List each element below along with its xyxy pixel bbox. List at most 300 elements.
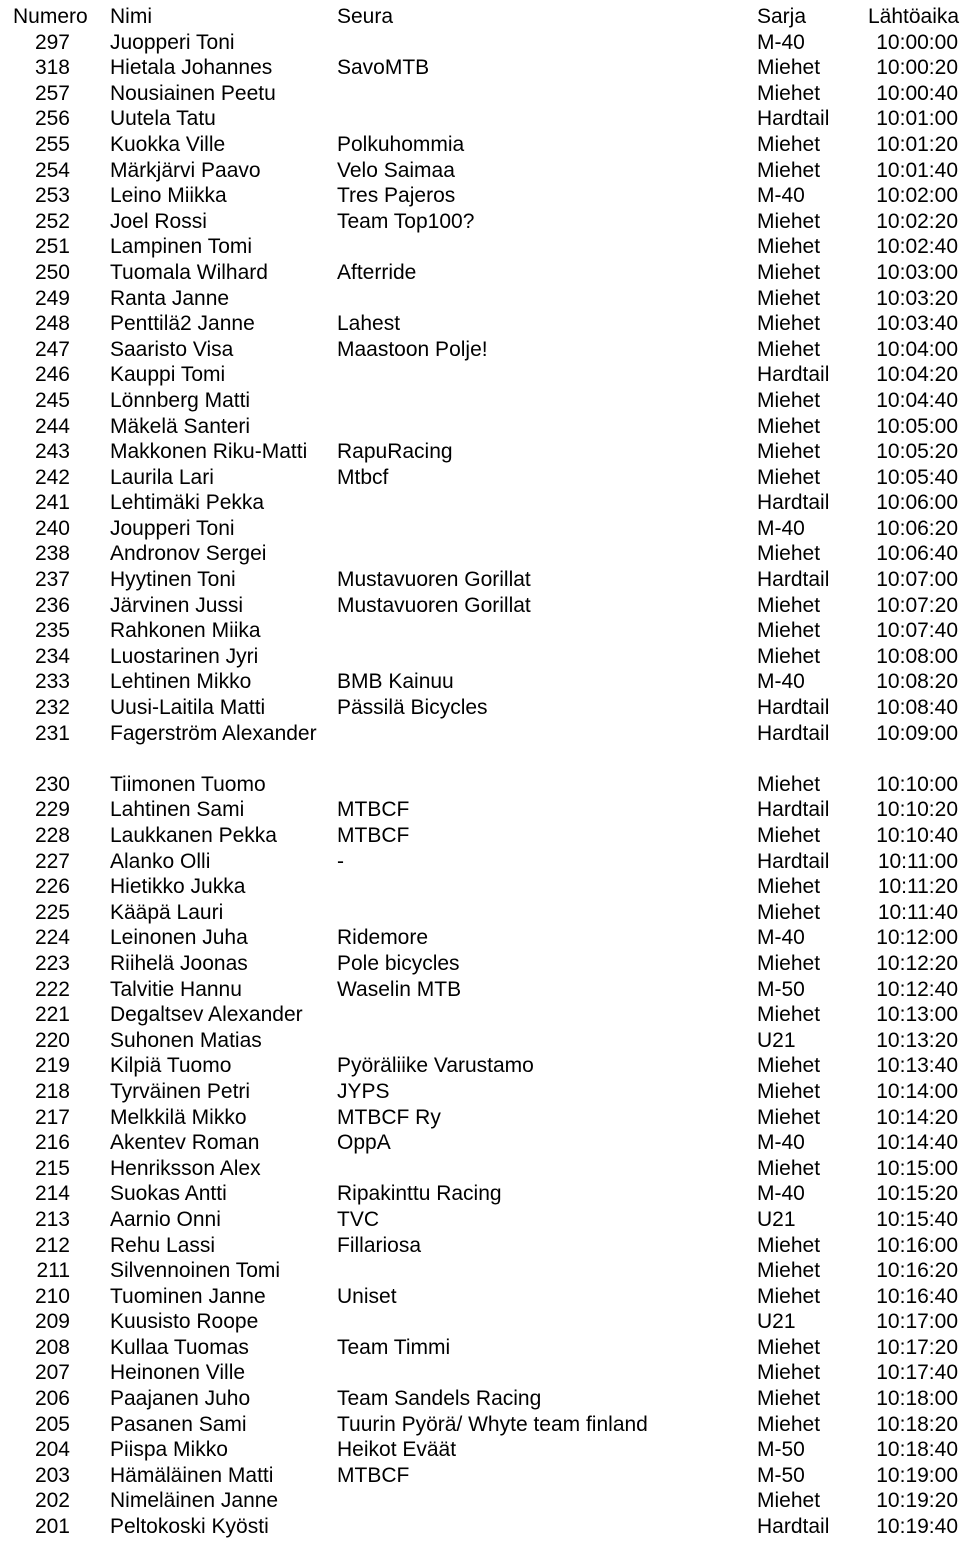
start-time-cell: 10:10:40 xyxy=(876,824,958,847)
name-cell: Hietikko Jukka xyxy=(110,875,246,899)
table-row xyxy=(0,337,978,363)
name-cell: Akentev Roman xyxy=(110,1131,260,1155)
start-time-cell: 10:08:20 xyxy=(876,670,958,694)
class-cell: Miehet xyxy=(757,260,821,284)
start-time-cell: 10:15:40 xyxy=(876,1207,958,1231)
start-time-cell: 10:11:40 xyxy=(877,900,958,924)
name-cell: Lehtimäki Pekka xyxy=(110,491,265,515)
start-time-cell: 10:14:00 xyxy=(876,1079,958,1103)
table-row xyxy=(0,286,978,312)
table-row xyxy=(0,1105,978,1131)
table-row xyxy=(0,925,978,951)
table-row xyxy=(0,388,978,414)
table-row xyxy=(0,541,978,567)
table-row xyxy=(0,1360,978,1386)
start-time-cell: 10:01:00 xyxy=(876,107,958,131)
number-cell: 230 xyxy=(34,772,70,796)
start-time-cell: 10:02:00 xyxy=(876,184,958,208)
start-time-cell: 10:16:20 xyxy=(876,1259,958,1283)
class-cell: M-50 xyxy=(757,1438,805,1462)
club-cell: OppA xyxy=(337,1131,391,1155)
name-cell: Melkkilä Mikko xyxy=(110,1105,247,1129)
number-cell: 209 xyxy=(34,1310,70,1334)
name-cell: Hämäläinen Matti xyxy=(110,1463,274,1487)
name-cell: Tuominen Janne xyxy=(110,1284,266,1308)
club-cell: Team Sandels Racing xyxy=(337,1387,542,1411)
name-cell: Mäkelä Santeri xyxy=(110,414,251,438)
club-cell: JYPS xyxy=(337,1079,390,1103)
number-cell: 252 xyxy=(34,209,70,233)
table-row xyxy=(0,414,978,440)
table-row xyxy=(0,1514,978,1540)
table-row xyxy=(0,183,978,209)
class-cell: Miehet xyxy=(757,56,821,80)
header-class: Sarja xyxy=(757,5,807,28)
class-cell: M-50 xyxy=(757,977,805,1001)
table-row xyxy=(0,1488,978,1514)
class-cell: Miehet xyxy=(757,1284,821,1308)
name-cell: Nimeläinen Janne xyxy=(110,1489,279,1513)
name-cell: Nousiainen Peetu xyxy=(110,81,276,105)
number-cell: 256 xyxy=(34,107,70,131)
table-row xyxy=(0,132,978,158)
table-row xyxy=(0,1053,978,1079)
table-row xyxy=(0,1028,978,1054)
start-time-cell: 10:17:20 xyxy=(876,1335,958,1359)
table-row xyxy=(0,1130,978,1156)
table-row xyxy=(0,1412,978,1438)
start-time-cell: 10:05:40 xyxy=(876,465,958,489)
start-time-cell: 10:14:40 xyxy=(876,1131,958,1155)
club-cell: Tres Pajeros xyxy=(337,184,456,208)
number-cell: 207 xyxy=(34,1361,70,1385)
start-time-cell: 10:19:40 xyxy=(876,1515,958,1539)
table-row xyxy=(0,644,978,670)
number-cell: 253 xyxy=(34,184,70,208)
table-row xyxy=(0,977,978,1003)
class-cell: M-40 xyxy=(757,184,805,208)
class-cell: Miehet xyxy=(757,875,821,899)
club-cell: Mtbcf xyxy=(337,465,389,489)
number-cell: 246 xyxy=(34,363,70,387)
class-cell: Miehet xyxy=(757,1003,821,1027)
table-row xyxy=(0,1181,978,1207)
start-time-cell: 10:19:00 xyxy=(876,1463,958,1487)
table-row xyxy=(0,234,978,260)
number-cell: 214 xyxy=(34,1182,70,1206)
number-cell: 222 xyxy=(34,977,70,1001)
class-cell: Hardtail xyxy=(757,568,830,592)
name-cell: Tyrväinen Petri xyxy=(110,1079,251,1103)
start-time-cell: 10:07:20 xyxy=(876,593,958,617)
number-cell: 244 xyxy=(34,414,70,438)
start-time-cell: 10:04:00 xyxy=(876,337,958,361)
start-time-cell: 10:11:20 xyxy=(877,875,958,899)
table-row xyxy=(0,490,978,516)
class-cell: Miehet xyxy=(757,286,821,310)
start-time-cell: 10:10:00 xyxy=(876,772,958,796)
number-cell: 238 xyxy=(34,542,70,566)
table-row xyxy=(0,516,978,542)
name-cell: Rahkonen Miika xyxy=(110,619,261,643)
start-time-cell: 10:12:00 xyxy=(876,926,958,950)
name-cell: Suokas Antti xyxy=(110,1182,227,1206)
name-cell: Penttilä2 Janne xyxy=(110,312,255,336)
start-time-cell: 10:12:40 xyxy=(876,977,958,1001)
table-row xyxy=(0,106,978,132)
table-row xyxy=(0,1207,978,1233)
club-cell: TVC xyxy=(337,1207,379,1231)
class-cell: Miehet xyxy=(757,619,821,643)
number-cell: 318 xyxy=(34,56,70,80)
club-cell: Waselin MTB xyxy=(337,977,462,1001)
class-cell: Miehet xyxy=(757,1079,821,1103)
table-row xyxy=(0,260,978,286)
club-cell: RapuRacing xyxy=(337,440,453,464)
start-time-cell: 10:19:20 xyxy=(876,1489,958,1513)
club-cell: Velo Saimaa xyxy=(337,158,455,182)
club-cell: SavoMTB xyxy=(337,56,430,80)
number-cell: 248 xyxy=(34,312,70,336)
class-cell: Hardtail xyxy=(757,491,830,515)
name-cell: Ranta Janne xyxy=(110,286,230,310)
class-cell: M-40 xyxy=(757,926,805,950)
table-row xyxy=(0,1335,978,1361)
club-cell: Pole bicycles xyxy=(337,951,460,975)
number-cell: 204 xyxy=(34,1438,70,1462)
class-cell: M-40 xyxy=(757,30,805,54)
start-time-cell: 10:05:00 xyxy=(876,414,958,438)
name-cell: Leino Miikka xyxy=(110,184,227,208)
name-cell: Märkjärvi Paavo xyxy=(110,158,261,182)
table-row xyxy=(0,362,978,388)
header-club: Seura xyxy=(337,5,394,28)
number-cell: 212 xyxy=(34,1233,70,1257)
header-row xyxy=(0,4,978,30)
start-time-cell: 10:15:20 xyxy=(876,1182,958,1206)
table-row xyxy=(0,1437,978,1463)
class-cell: Miehet xyxy=(757,440,821,464)
table-row xyxy=(0,874,978,900)
name-cell: Kääpä Lauri xyxy=(110,900,224,924)
class-cell: Miehet xyxy=(757,81,821,105)
start-time-cell: 10:13:40 xyxy=(876,1054,958,1078)
class-cell: U21 xyxy=(757,1310,796,1334)
start-time-cell: 10:08:40 xyxy=(876,696,958,720)
number-cell: 255 xyxy=(34,132,70,156)
table-row xyxy=(0,567,978,593)
number-cell: 233 xyxy=(34,670,70,694)
class-cell: Miehet xyxy=(757,824,821,847)
number-cell: 297 xyxy=(34,30,70,54)
class-cell: Miehet xyxy=(757,235,821,259)
number-cell: 232 xyxy=(34,696,70,720)
number-cell: 240 xyxy=(34,516,70,540)
class-cell: M-40 xyxy=(757,1182,805,1206)
table-row xyxy=(0,1386,978,1412)
table-row xyxy=(0,1284,978,1310)
name-cell: Aarnio Onni xyxy=(110,1207,221,1231)
class-cell: Miehet xyxy=(757,414,821,438)
start-time-cell: 10:10:20 xyxy=(876,798,958,822)
number-cell: 249 xyxy=(34,286,70,310)
number-cell: 235 xyxy=(34,619,70,643)
table-row xyxy=(0,55,978,81)
name-cell: Henriksson Alex xyxy=(110,1156,261,1180)
class-cell: Miehet xyxy=(757,312,821,336)
table-row xyxy=(0,81,978,107)
number-cell: 231 xyxy=(34,721,70,745)
start-time-cell: 10:18:20 xyxy=(876,1412,958,1436)
number-cell: 220 xyxy=(34,1028,70,1052)
number-cell: 247 xyxy=(34,337,70,361)
number-cell: 250 xyxy=(34,260,70,284)
number-cell: 211 xyxy=(36,1259,70,1283)
name-cell: Uutela Tatu xyxy=(110,107,216,131)
start-time-cell: 10:00:40 xyxy=(876,81,958,105)
number-cell: 225 xyxy=(34,900,70,924)
start-time-cell: 10:00:00 xyxy=(876,30,958,54)
start-time-cell: 10:08:00 xyxy=(876,644,958,668)
name-cell: Riihelä Joonas xyxy=(110,951,248,975)
club-cell: Polkuhommia xyxy=(337,132,465,156)
name-cell: Rehu Lassi xyxy=(110,1233,216,1257)
class-cell: Miehet xyxy=(757,644,821,668)
number-cell: 217 xyxy=(34,1105,70,1129)
class-cell: Miehet xyxy=(757,593,821,617)
club-cell: Ripakinttu Racing xyxy=(337,1182,502,1206)
club-cell: Ridemore xyxy=(337,926,429,950)
club-cell: Team Top100? xyxy=(337,209,475,233)
name-cell: Pasanen Sami xyxy=(110,1412,247,1436)
club-cell: Fillariosa xyxy=(337,1233,422,1257)
number-cell: 245 xyxy=(34,388,70,412)
name-cell: Leinonen Juha xyxy=(110,926,248,950)
number-cell: 242 xyxy=(34,465,70,489)
class-cell: Miehet xyxy=(757,1054,821,1078)
start-time-cell: 10:05:20 xyxy=(876,440,958,464)
name-cell: Suhonen Matias xyxy=(110,1028,262,1052)
number-cell: 218 xyxy=(34,1079,70,1103)
club-cell: Mustavuoren Gorillat xyxy=(337,568,531,592)
class-cell: Hardtail xyxy=(757,107,830,131)
table-row xyxy=(0,772,978,798)
name-cell: Talvitie Hannu xyxy=(110,977,242,1001)
number-cell: 202 xyxy=(34,1489,70,1513)
start-list xyxy=(0,4,978,1540)
number-cell: 219 xyxy=(34,1054,70,1078)
start-time-cell: 10:00:20 xyxy=(876,56,958,80)
number-cell: 208 xyxy=(34,1335,70,1359)
header-name: Nimi xyxy=(110,5,152,28)
number-cell: 236 xyxy=(34,593,70,617)
number-cell: 234 xyxy=(34,644,70,668)
header-start-time: Lähtöaika xyxy=(868,5,960,28)
number-cell: 216 xyxy=(34,1131,70,1155)
number-cell: 203 xyxy=(34,1463,70,1487)
class-cell: Miehet xyxy=(757,132,821,156)
start-time-cell: 10:02:40 xyxy=(876,235,958,259)
name-cell: Makkonen Riku-Matti xyxy=(110,440,308,464)
number-cell: 243 xyxy=(34,440,70,464)
class-cell: Miehet xyxy=(757,900,821,924)
number-cell: 223 xyxy=(34,951,70,975)
start-time-cell: 10:13:00 xyxy=(876,1003,958,1027)
name-cell: Lehtinen Mikko xyxy=(110,670,252,694)
class-cell: Miehet xyxy=(757,1489,821,1513)
class-cell: M-40 xyxy=(757,516,805,540)
class-cell: Miehet xyxy=(757,772,821,796)
class-cell: Miehet xyxy=(757,951,821,975)
name-cell: Tiimonen Tuomo xyxy=(110,772,266,796)
name-cell: Kauppi Tomi xyxy=(110,363,226,387)
number-cell: 221 xyxy=(34,1003,70,1027)
table-row xyxy=(0,721,978,747)
start-time-cell: 10:06:00 xyxy=(876,491,958,515)
table-row xyxy=(0,669,978,695)
start-time-cell: 10:18:00 xyxy=(876,1387,958,1411)
club-cell: MTBCF xyxy=(337,1463,410,1487)
class-cell: Miehet xyxy=(757,1105,821,1129)
class-cell: Miehet xyxy=(757,337,821,361)
class-cell: Miehet xyxy=(757,209,821,233)
club-cell: Maastoon Polje! xyxy=(337,337,488,361)
name-cell: Kilpiä Tuomo xyxy=(110,1054,232,1078)
class-cell: Miehet xyxy=(757,1335,821,1359)
club-cell: Tuurin Pyörä/ Whyte team finland xyxy=(337,1412,648,1436)
class-cell: Hardtail xyxy=(757,849,830,873)
name-cell: Peltokoski Kyösti xyxy=(110,1515,269,1539)
name-cell: Luostarinen Jyri xyxy=(110,644,259,668)
class-cell: U21 xyxy=(757,1207,796,1231)
club-cell: MTBCF xyxy=(337,798,410,822)
table-row xyxy=(0,1233,978,1259)
table-row xyxy=(0,311,978,337)
number-cell: 210 xyxy=(34,1284,70,1308)
number-cell: 251 xyxy=(34,235,70,259)
table-row xyxy=(0,695,978,721)
number-cell: 228 xyxy=(34,824,70,847)
name-cell: Paajanen Juho xyxy=(110,1387,251,1411)
class-cell: Hardtail xyxy=(757,696,830,720)
start-time-cell: 10:07:40 xyxy=(876,619,958,643)
club-cell: - xyxy=(337,849,344,873)
name-cell: Tuomala Wilhard xyxy=(110,260,268,284)
table-row xyxy=(0,951,978,977)
number-cell: 205 xyxy=(34,1412,70,1436)
start-time-cell: 10:18:40 xyxy=(876,1438,958,1462)
number-cell: 206 xyxy=(34,1387,70,1411)
table-row xyxy=(0,209,978,235)
table-row xyxy=(0,1309,978,1335)
start-time-cell: 10:02:20 xyxy=(876,209,958,233)
club-cell: Pyöräliike Varustamo xyxy=(337,1054,534,1078)
name-cell: Kullaa Tuomas xyxy=(110,1335,249,1359)
name-cell: Heinonen Ville xyxy=(110,1361,246,1385)
class-cell: Hardtail xyxy=(757,363,830,387)
number-cell: 229 xyxy=(34,798,70,822)
name-cell: Saaristo Visa xyxy=(110,337,234,361)
start-time-cell: 10:12:20 xyxy=(876,951,958,975)
start-time-cell: 10:06:20 xyxy=(876,516,958,540)
name-cell: Laurila Lari xyxy=(110,465,214,489)
number-cell: 241 xyxy=(34,491,70,515)
name-cell: Degaltsev Alexander xyxy=(110,1003,303,1027)
name-cell: Hietala Johannes xyxy=(110,56,273,80)
class-cell: Miehet xyxy=(757,1156,821,1180)
start-time-cell: 10:01:20 xyxy=(876,132,958,156)
name-cell: Joel Rossi xyxy=(110,209,207,233)
class-cell: Miehet xyxy=(757,1361,821,1385)
start-time-cell: 10:03:00 xyxy=(876,260,958,284)
table-row xyxy=(0,439,978,465)
start-time-cell: 10:04:20 xyxy=(876,363,958,387)
class-cell: Miehet xyxy=(757,158,821,182)
club-cell: Lahest xyxy=(337,312,401,336)
table-row xyxy=(0,900,978,926)
name-cell: Laukkanen Pekka xyxy=(110,824,277,847)
name-cell: Lönnberg Matti xyxy=(110,388,251,412)
group-separator xyxy=(0,746,978,772)
start-time-cell: 10:17:40 xyxy=(876,1361,958,1385)
club-cell: Mustavuoren Gorillat xyxy=(337,593,531,617)
name-cell: Silvennoinen Tomi xyxy=(110,1259,281,1283)
start-time-cell: 10:03:40 xyxy=(876,312,958,336)
start-time-cell: 10:09:00 xyxy=(876,721,958,745)
class-cell: U21 xyxy=(757,1028,796,1052)
class-cell: Miehet xyxy=(757,542,821,566)
number-cell: 257 xyxy=(34,81,70,105)
table-row xyxy=(0,797,978,823)
club-cell: MTBCF Ry xyxy=(337,1105,441,1129)
start-time-cell: 10:04:40 xyxy=(876,388,958,412)
start-time-cell: 10:16:00 xyxy=(876,1233,958,1257)
name-cell: Lampinen Tomi xyxy=(110,235,253,259)
name-cell: Piispa Mikko xyxy=(110,1438,228,1462)
class-cell: Hardtail xyxy=(757,798,830,822)
class-cell: Hardtail xyxy=(757,721,830,745)
start-group-2 xyxy=(0,772,978,1540)
club-cell: Uniset xyxy=(337,1284,397,1308)
class-cell: Miehet xyxy=(757,465,821,489)
table-row xyxy=(0,618,978,644)
number-cell: 227 xyxy=(34,849,70,873)
class-cell: Miehet xyxy=(757,1412,821,1436)
start-time-cell: 10:06:40 xyxy=(876,542,958,566)
table-row xyxy=(0,30,978,56)
name-cell: Hyytinen Toni xyxy=(110,568,236,592)
name-cell: Alanko Olli xyxy=(110,849,211,873)
number-cell: 254 xyxy=(34,158,70,182)
table-row xyxy=(0,465,978,491)
club-cell: Afterride xyxy=(337,260,417,284)
class-cell: M-40 xyxy=(757,670,805,694)
number-cell: 215 xyxy=(34,1156,70,1180)
name-cell: Järvinen Jussi xyxy=(110,593,244,617)
class-cell: M-50 xyxy=(757,1463,805,1487)
table-row xyxy=(0,1258,978,1284)
start-time-cell: 10:07:00 xyxy=(876,568,958,592)
name-cell: Kuokka Ville xyxy=(110,132,226,156)
table-row xyxy=(0,849,978,875)
name-cell: Kuusisto Roope xyxy=(110,1310,259,1334)
start-time-cell: 10:03:20 xyxy=(876,286,958,310)
class-cell: Miehet xyxy=(757,1387,821,1411)
name-cell: Juopperi Toni xyxy=(110,30,235,54)
number-cell: 237 xyxy=(34,568,70,592)
start-time-cell: 10:14:20 xyxy=(876,1105,958,1129)
table-row xyxy=(0,593,978,619)
